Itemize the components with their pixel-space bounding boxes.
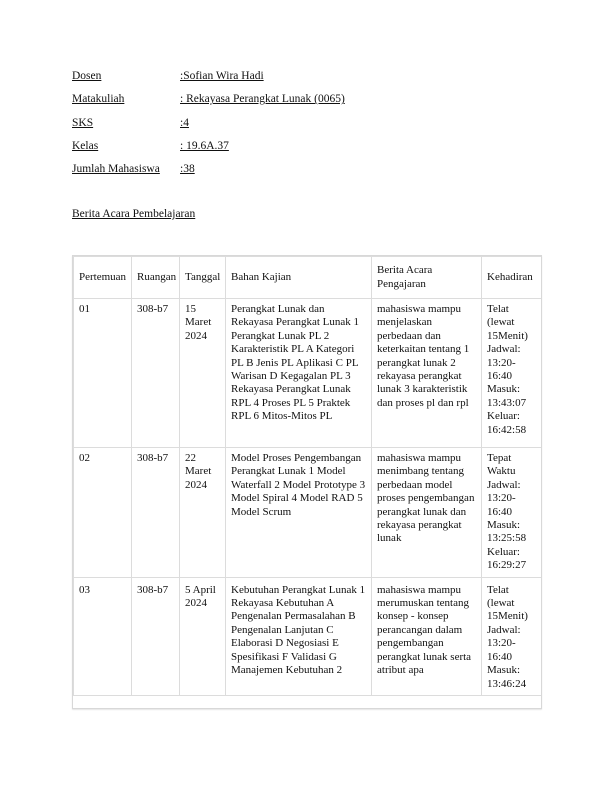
cell-berita-acara: mahasiswa mampu merumuskan tentang konsep - konsep perancangan dalam pengembangan perangkat lunak serta atribut apa [372, 577, 482, 695]
info-label: Kelas [72, 139, 99, 152]
cell-kehadiran: Telat (lewat 15Menit) Jadwal: 13:20-16:40 Masuk: 13:43:07 Keluar: 16:42:58 [482, 299, 542, 448]
header-pertemuan: Pertemuan [74, 257, 132, 299]
header-bahan-kajian: Bahan Kajian [226, 257, 372, 299]
cell-bahan-kajian: Perangkat Lunak dan Rekayasa Perangkat Lunak 1 Perangkat Lunak PL 2 Karakteristik PL A Kategori PL B Jenis PL Aplikasi C PL Warisan D Kegagalan PL 3 Rekayasa Perangkat Lunak RPL 4 Proses PL 5 Praktek RPL 6 Mitos-Mitos PL [226, 299, 372, 448]
cell-bahan-kajian: Model Proses Pengembangan Perangkat Lunak 1 Model Waterfall 2 Model Prototype 3 Model Spiral 4 Model RAD 5 Model Scrum [226, 448, 372, 578]
info-row-kelas [72, 140, 542, 163]
info-value: :4 [180, 116, 189, 129]
cell-tanggal: 5 April 2024 [180, 577, 226, 695]
section-title: Berita Acara Pembelajaran [72, 208, 196, 220]
header-berita-acara: Berita Acara Pengajaran [372, 257, 482, 299]
cell-ruangan: 308-b7 [132, 299, 180, 448]
cell-kehadiran: Telat (lewat 15Menit) Jadwal: 13:20-16:40 Masuk: 13:46:24 [482, 577, 542, 695]
info-label: Dosen [72, 70, 102, 82]
table-header-row [74, 257, 542, 299]
info-value: :38 [180, 163, 195, 176]
cell-berita-acara: mahasiswa mampu menimbang tentang perbedaan model proses pengembangan perangkat lunak dan rekayasa perangkat lunak [372, 448, 482, 578]
info-label: Matakuliah [72, 93, 125, 106]
attendance-table-container [72, 255, 542, 709]
info-value: : 19.6A.37 [180, 139, 229, 152]
cell-bahan-kajian: Kebutuhan Perangkat Lunak 1 Rekayasa Kebutuhan A Pengenalan Permasalahan B Pengenalan Lanjutan C Elaborasi D Negosiasi E Spesifikasi F Validasi G Manajemen Kebutuhan 2 [226, 577, 372, 695]
cell-tanggal: 22 Maret 2024 [180, 448, 226, 578]
cell-pertemuan: 01 [74, 299, 132, 448]
cell-berita-acara: mahasiswa mampu menjelaskan perbedaan dan keterkaitan tentang 1 perangkat lunak 2 rekayasa perangkat lunak 3 karakteristik dan proses pl dan rpl [372, 299, 482, 448]
cell-kehadiran: Tepat Waktu Jadwal: 13:20-16:40 Masuk: 13:25:58 Keluar: 16:29:27 [482, 448, 542, 578]
info-row-dosen [72, 70, 542, 93]
cell-ruangan: 308-b7 [132, 448, 180, 578]
cell-pertemuan: 02 [74, 448, 132, 578]
header-tanggal: Tanggal [180, 257, 226, 299]
info-label: Jumlah Mahasiswa [72, 163, 160, 176]
info-label: SKS [72, 116, 94, 129]
info-row-sks [72, 117, 542, 140]
attendance-table [73, 256, 542, 696]
course-info [72, 70, 542, 186]
info-value: : Rekayasa Perangkat Lunak (0065) [180, 93, 345, 106]
cell-ruangan: 308-b7 [132, 577, 180, 695]
header-kehadiran: Kehadiran [482, 257, 542, 299]
cell-pertemuan: 03 [74, 577, 132, 695]
info-row-jumlah-mahasiswa [72, 163, 542, 186]
header-ruangan: Ruangan [132, 257, 180, 299]
info-row-matakuliah [72, 93, 542, 116]
table-row [74, 299, 542, 448]
info-value: :Sofian Wira Hadi [180, 70, 264, 82]
cell-tanggal: 15 Maret 2024 [180, 299, 226, 448]
table-row [74, 448, 542, 578]
table-row [74, 577, 542, 695]
